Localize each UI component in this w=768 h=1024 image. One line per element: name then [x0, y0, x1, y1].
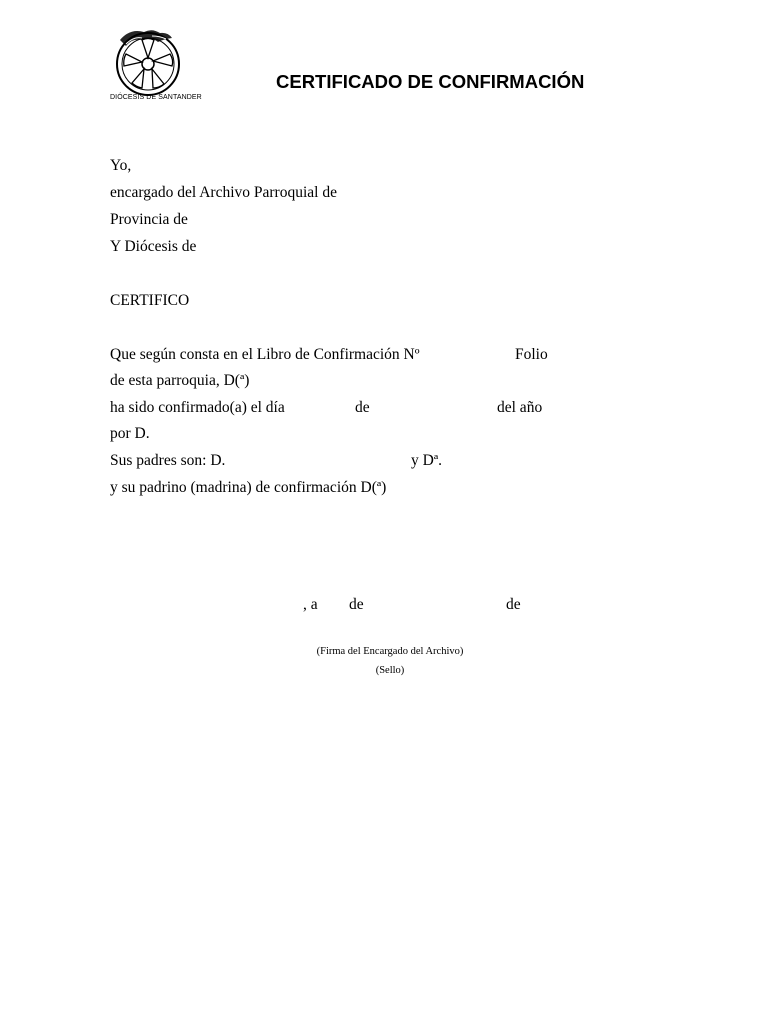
date-de-label-2: de	[506, 596, 521, 613]
confirmado-de-label: de	[355, 399, 370, 416]
certifico-heading: CERTIFICO	[110, 292, 190, 309]
seal-caption	[0, 665, 768, 676]
intro-yo: Yo,	[110, 157, 132, 174]
intro-archivo: encargado del Archivo Parroquial de	[110, 184, 337, 201]
libro-line: Que según consta en el Libro de Confirmación Nº	[110, 346, 420, 363]
sello-label: (Sello)	[375, 665, 405, 676]
date-a-label: , a	[303, 596, 318, 613]
confirmado-line: ha sido confirmado(a) el día	[110, 399, 285, 416]
folio-label: Folio	[515, 346, 548, 363]
intro-provincia: Provincia de	[110, 211, 188, 228]
date-de-label-1: de	[349, 596, 364, 613]
padrino-line: y su padrino (madrina) de confirmación D(ª)	[110, 479, 387, 496]
padres-line: Sus padres son: D.	[110, 452, 226, 469]
firma-label: (Firma del Encargado del Archivo)	[316, 646, 464, 657]
diocese-emblem-icon	[112, 26, 184, 98]
intro-diocesis: Y Diócesis de	[110, 238, 197, 255]
del-ano-label: del año	[497, 399, 543, 416]
signature-caption	[0, 646, 768, 657]
por-line: por D.	[110, 425, 150, 442]
document-title: CERTIFICADO DE CONFIRMACIÓN	[276, 71, 585, 92]
logo-caption: DIÓCESIS DE SANTANDER	[110, 94, 202, 101]
madre-label: y Dª.	[411, 452, 442, 469]
diocese-logo	[110, 26, 202, 108]
parroquia-line: de esta parroquia, D(ª)	[110, 372, 250, 389]
